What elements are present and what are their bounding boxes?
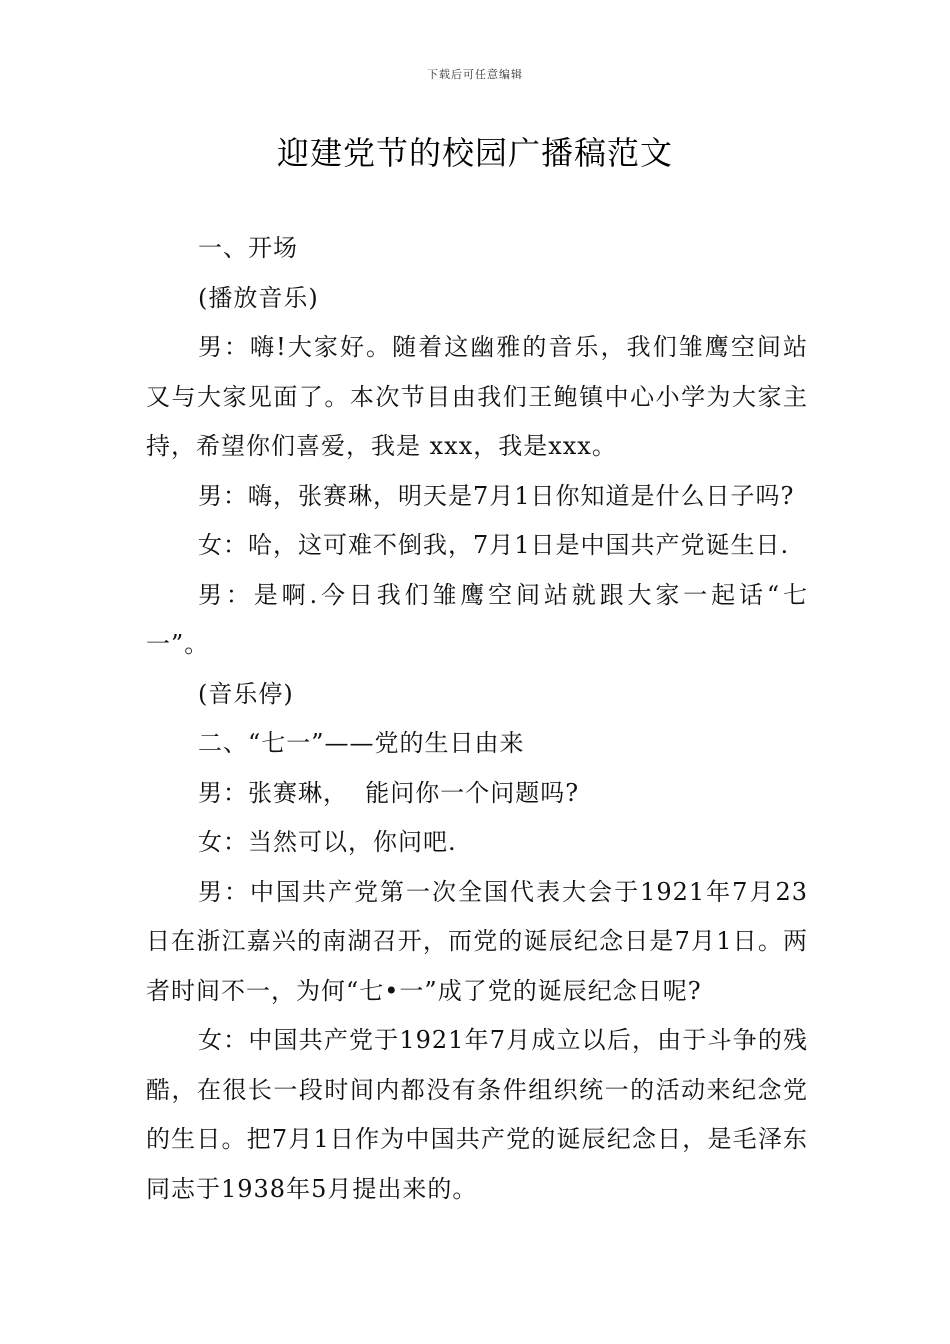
paragraph-dialogue: 男：嗨!大家好。随着这幽雅的音乐，我们雏鹰空间站又与大家见面了。本次节目由我们王鲍镇中心小学为大家主持，希望你们喜爱，我是 xxx，我是xxx。 (146, 333, 808, 460)
paragraph-dialogue: 女：当然可以，你问吧. (198, 828, 457, 856)
paragraph-stage-direction: (播放音乐) (198, 283, 319, 312)
document-title: 迎建党节的校园广播稿范文 (276, 134, 673, 172)
paragraph-section-opening: 一、开场 (198, 234, 298, 262)
paragraph-dialogue: 男：嗨，张赛琳，明天是7月1日你知道是什么日子吗? (198, 481, 795, 510)
paragraph-stage-direction: (音乐停) (198, 679, 294, 708)
paragraph-section-heading: 二、“七一”——党的生日由来 (198, 729, 525, 757)
paragraph-dialogue: 男：张赛琳， 能问你一个问题吗? (198, 778, 580, 807)
paragraph-dialogue: 女：哈，这可难不倒我，7月1日是中国共产党诞生日. (198, 531, 790, 559)
paragraph-dialogue: 男：是啊.今日我们雏鹰空间站就跟大家一起话“七一”。 (146, 580, 808, 658)
paragraph-dialogue: 女：中国共产党于1921年7月成立以后，由于斗争的残酷，在很长一段时间内都没有条件组织统一的活动来纪念党的生日。把7月1日作为中国共产党的诞辰纪念日，是毛泽东同志于1938年5月提出来的。 (146, 1026, 808, 1203)
download-note: 下载后可任意编辑 (427, 68, 523, 81)
document-body (146, 224, 808, 1214)
paragraph-dialogue: 男：中国共产党第一次全国代表大会于1921年7月23日在浙江嘉兴的南湖召开，而党的诞辰纪念日是7月1日。两者时间不一，为何“七•一”成了党的诞辰纪念日呢? (146, 877, 808, 1005)
